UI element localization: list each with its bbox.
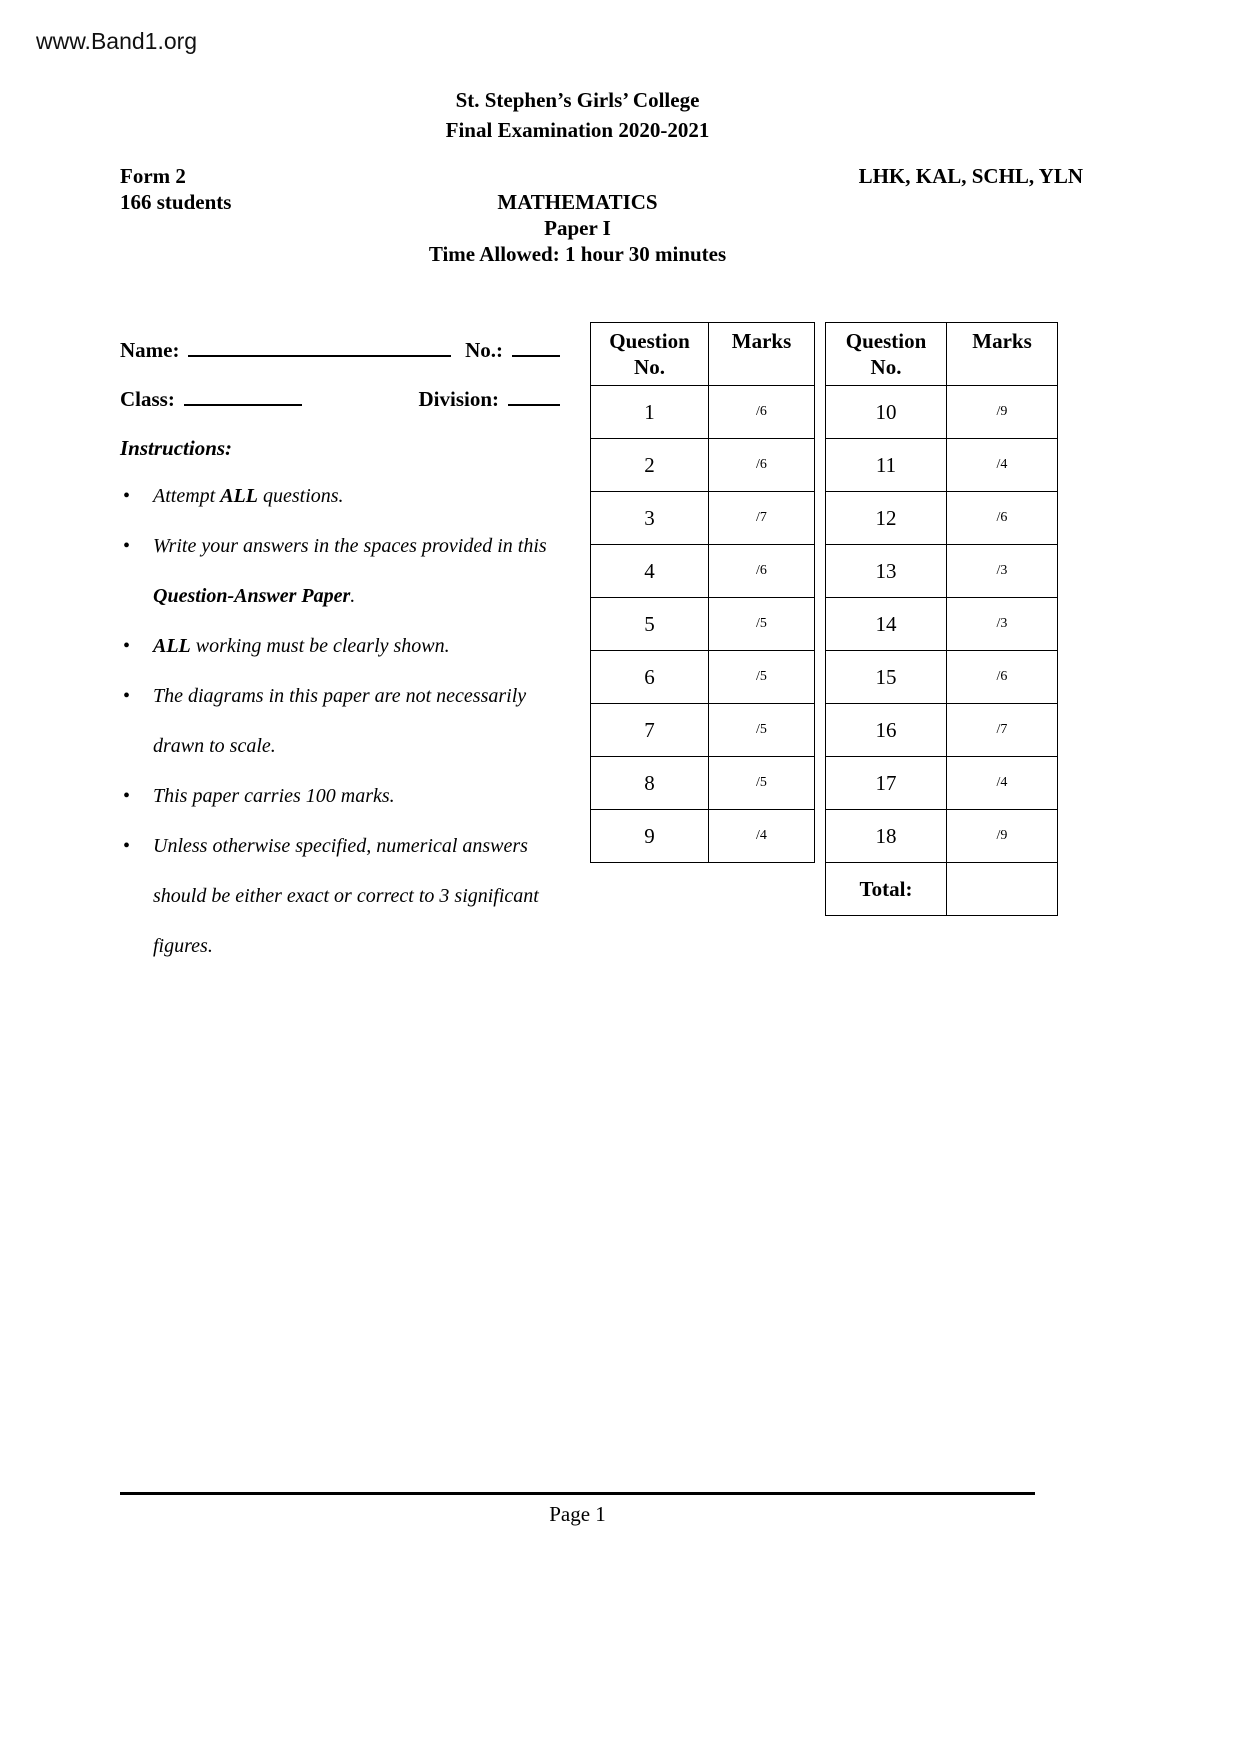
marks-table-2 [825,322,1058,916]
table-row [591,439,815,492]
table-row [591,651,815,704]
instruction-item: • The diagrams in this paper are not necessarily drawn to scale. [120,671,560,771]
exam-title: Final Examination 2020-2021 [445,118,710,142]
question-number: 13 [826,545,947,598]
no-label: No.: [465,338,503,362]
question-number: 2 [591,439,709,492]
students-count: 166 students [120,190,232,214]
title-block [120,85,1035,145]
table-row [826,598,1058,651]
total-row [826,863,1058,916]
marks-value: /4 [947,757,1058,810]
form-info [120,163,231,215]
watermark-text: www.Band1.org [36,28,198,54]
marks-table-1 [590,322,815,863]
no-blank [512,354,560,357]
table-row [826,545,1058,598]
setters-initials: LHK, KAL, SCHL, YLN [858,164,1083,188]
table-row [591,810,815,863]
marks-value: /5 [709,704,815,757]
subject-name: MATHEMATICS [497,190,658,214]
table-header-row [826,323,1058,386]
marks-value: /5 [709,651,815,704]
marks-value: /4 [947,439,1058,492]
question-no-header: Question No. [591,323,709,386]
instruction-item: • ALL working must be clearly shown. [120,621,560,671]
question-no-header: Question No. [826,323,947,386]
school-name: St. Stephen’s Girls’ College [455,88,700,112]
table-row [826,651,1058,704]
marks-value: /9 [947,810,1058,863]
page-number: Page 1 [549,1502,606,1526]
name-label: Name: [120,338,180,362]
left-column [120,338,560,971]
total-marks-cell [947,863,1058,916]
instructions-list [120,471,560,971]
marks-value: /6 [947,651,1058,704]
marks-value: /9 [947,386,1058,439]
question-number: 6 [591,651,709,704]
question-number: 7 [591,704,709,757]
table-row [591,598,815,651]
marks-value: /4 [709,810,815,863]
marks-value: /5 [709,757,815,810]
name-blank [188,354,451,357]
table-header-row [591,323,815,386]
time-allowed: Time Allowed: 1 hour 30 minutes [428,242,727,266]
question-number: 11 [826,439,947,492]
question-number: 12 [826,492,947,545]
table-row [591,704,815,757]
instruction-item: • Attempt ALL questions. [120,471,560,521]
marks-value: /3 [947,545,1058,598]
instructions-heading: Instructions: [120,436,233,460]
marks-value: /6 [947,492,1058,545]
question-number: 9 [591,810,709,863]
class-label: Class: [120,387,175,411]
table-row [826,386,1058,439]
table-row [826,810,1058,863]
table-row [591,757,815,810]
question-number: 5 [591,598,709,651]
division-blank [508,403,560,406]
instruction-item: • Unless otherwise specified, numerical answers should be either exact or correct to 3 significant figures. [120,821,560,971]
table-row [591,386,815,439]
class-blank [184,403,302,406]
marks-value: /6 [709,545,815,598]
question-number: 18 [826,810,947,863]
instruction-item: • Write your answers in the spaces provided in this Question-Answer Paper. [120,521,560,621]
marks-value: /3 [947,598,1058,651]
question-number: 14 [826,598,947,651]
name-row [120,338,560,370]
question-number: 8 [591,757,709,810]
subheader [120,163,1083,273]
table-row [591,545,815,598]
page-footer [120,1492,1035,1527]
table-row [826,757,1058,810]
marks-value: /6 [709,439,815,492]
table-row [826,492,1058,545]
table-row [826,704,1058,757]
question-number: 10 [826,386,947,439]
marks-value: /7 [947,704,1058,757]
form-label: Form 2 [120,164,186,188]
marks-value: /6 [709,386,815,439]
question-number: 17 [826,757,947,810]
total-label: Total: [826,863,947,916]
question-number: 1 [591,386,709,439]
question-number: 15 [826,651,947,704]
question-number: 3 [591,492,709,545]
instruction-item: • This paper carries 100 marks. [120,771,560,821]
paper-number: Paper I [544,216,611,240]
class-row [120,387,560,419]
marks-value: /5 [709,598,815,651]
marks-value: /7 [709,492,815,545]
table-row [826,439,1058,492]
division-label: Division: [418,387,499,411]
marks-header: Marks [709,323,815,386]
question-number: 4 [591,545,709,598]
table-row [591,492,815,545]
question-number: 16 [826,704,947,757]
marks-header: Marks [947,323,1058,386]
